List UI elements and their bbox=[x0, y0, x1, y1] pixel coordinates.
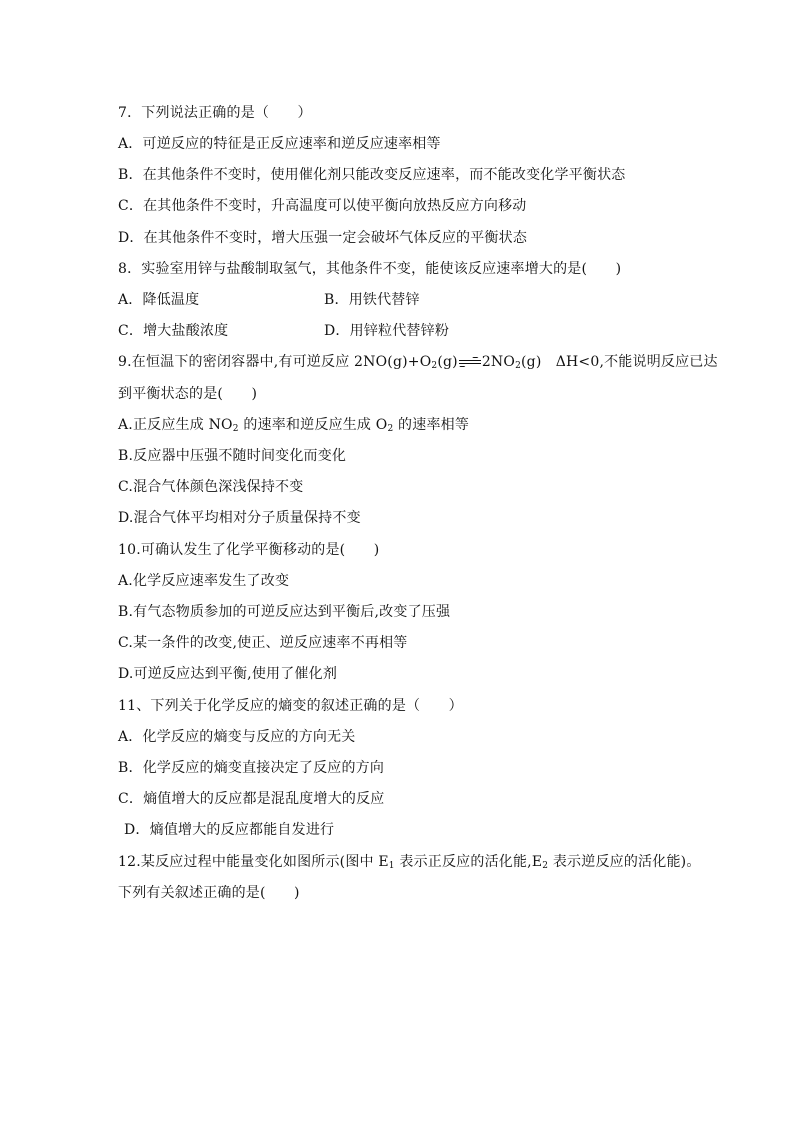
question-12-stem: 12.某反应过程中能量变化如图所示(图中 $E_1$ 表示正反应的活化能$,E_2$ 表示逆反应的活化能)。 bbox=[118, 854, 701, 871]
question-11-option-b: B．化学反应的熵变直接决定了反应的方向 bbox=[118, 760, 385, 776]
question-8-options-row-2 bbox=[118, 322, 450, 340]
question-8-options-row-1 bbox=[118, 291, 420, 309]
question-7-option-a: A．可逆反应的特征是正反应速率和逆反应速率相等 bbox=[118, 136, 441, 152]
question-10-option-d: D.可逆反应达到平衡,使用了催化剂 bbox=[118, 666, 338, 682]
question-7-stem: 7．下列说法正确的是（ ） bbox=[118, 105, 312, 121]
question-10-option-b: B.有气态物质参加的可逆反应达到平衡后,改变了压强 bbox=[118, 604, 451, 620]
question-7-option-d: D．在其他条件不变时，增大压强一定会破坏气体反应的平衡状态 bbox=[118, 230, 528, 246]
equilibrium-arrow-icon bbox=[459, 357, 481, 367]
question-9-stem-line-2: 到平衡状态的是( ) bbox=[118, 386, 258, 402]
question-11-option-c: C．熵值增大的反应都是混乱度增大的反应 bbox=[118, 791, 385, 807]
question-8-stem: 8．实验室用锌与盐酸制取氢气，其他条件不变，能使该反应速率增大的是( ) bbox=[118, 261, 622, 277]
question-11-stem: 11、下列关于化学反应的熵变的叙述正确的是（ ） bbox=[118, 698, 463, 714]
question-9-option-a: A.正反应生成 $NO_2$ 的速率和逆反应生成 $O_2$ 的速率相等 bbox=[118, 417, 470, 434]
question-9-option-b: B.反应器中压强不随时间变化而变化 bbox=[118, 448, 347, 464]
question-11-option-a: A．化学反应的熵变与反应的方向无关 bbox=[118, 729, 356, 745]
question-7-option-b: B．在其他条件不变时，使用催化剂只能改变反应速率，而不能改变化学平衡状态 bbox=[118, 167, 626, 183]
question-10-option-a: A.化学反应速率发生了改变 bbox=[118, 573, 290, 589]
question-10-option-c: C.某一条件的改变,使正、逆反应速率不再相等 bbox=[118, 635, 408, 651]
question-8-option-c: C．增大盐酸浓度 bbox=[118, 323, 229, 339]
question-8-option-a: A．降低温度 bbox=[118, 292, 200, 308]
question-7-option-c: C．在其他条件不变时，升高温度可以使平衡向放热反应方向移动 bbox=[118, 198, 527, 214]
question-10-stem: 10.可确认发生了化学平衡移动的是( ) bbox=[118, 542, 380, 558]
question-9-stem: 9.在恒温下的密闭容器中,有可逆反应 $2NO(g)+O_2(g)$ $2NO_2(g)$ ΔH<0,不能说明反应已达 bbox=[118, 354, 718, 371]
question-12-stem-line-2: 下列有关叙述正确的是( ) bbox=[118, 885, 300, 901]
question-9-option-d: D.混合气体平均相对分子质量保持不变 bbox=[118, 510, 361, 526]
question-9-option-c: C.混合气体颜色深浅保持不变 bbox=[118, 479, 304, 495]
question-11-option-d: D．熵值增大的反应都能自发进行 bbox=[124, 822, 335, 838]
question-8-option-d: D．用锌粒代替锌粉 bbox=[324, 323, 450, 339]
question-8-option-b: B．用铁代替锌 bbox=[324, 292, 420, 308]
